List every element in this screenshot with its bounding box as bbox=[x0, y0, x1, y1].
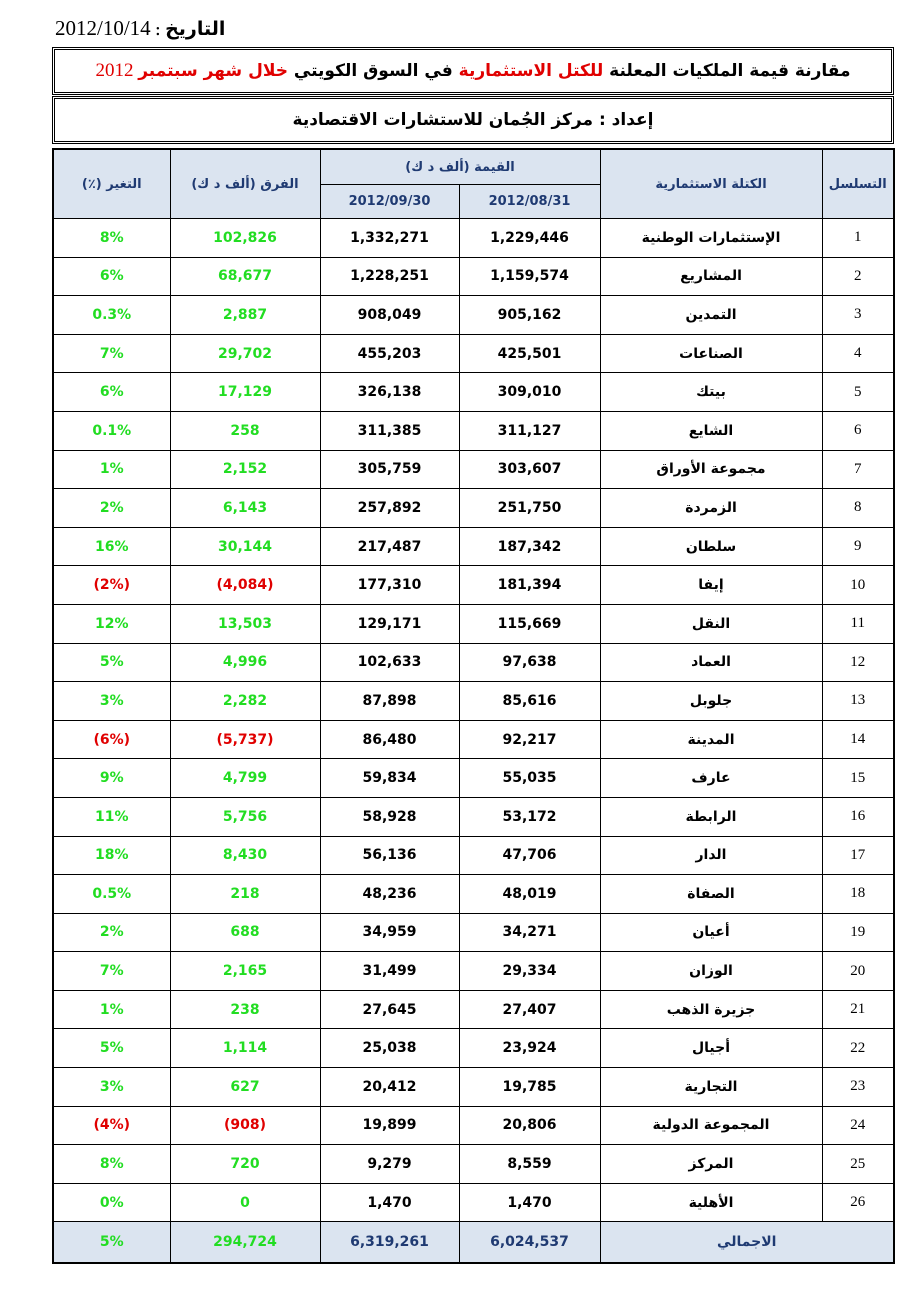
row-seq: 24 bbox=[822, 1106, 894, 1145]
row-diff: (5,737) bbox=[170, 720, 320, 759]
row-diff: 2,282 bbox=[170, 682, 320, 721]
subtitle-separator: : bbox=[593, 110, 612, 130]
row-seq: 25 bbox=[822, 1145, 894, 1184]
row-change: 0.3% bbox=[53, 296, 170, 335]
row-diff: 4,996 bbox=[170, 643, 320, 682]
report-subtitle bbox=[52, 96, 894, 144]
date-separator: : bbox=[154, 18, 162, 40]
title-part-5: 2012 bbox=[95, 60, 139, 81]
row-change: 11% bbox=[53, 797, 170, 836]
row-change: 0% bbox=[53, 1183, 170, 1222]
row-diff: 2,165 bbox=[170, 952, 320, 991]
row-value-sep: 34,959 bbox=[320, 913, 459, 952]
row-value-aug: 8,559 bbox=[459, 1145, 600, 1184]
row-value-aug: 48,019 bbox=[459, 875, 600, 914]
row-change: 18% bbox=[53, 836, 170, 875]
title-part-3: في السوق الكويتي bbox=[287, 61, 459, 81]
row-diff: 1,114 bbox=[170, 1029, 320, 1068]
table-row bbox=[53, 257, 894, 296]
row-value-aug: 55,035 bbox=[459, 759, 600, 798]
row-value-aug: 29,334 bbox=[459, 952, 600, 991]
row-value-aug: 309,010 bbox=[459, 373, 600, 412]
row-seq: 17 bbox=[822, 836, 894, 875]
row-diff: 218 bbox=[170, 875, 320, 914]
row-change: 16% bbox=[53, 527, 170, 566]
table-row bbox=[53, 373, 894, 412]
table-row bbox=[53, 604, 894, 643]
row-bloc-name: الأهلية bbox=[600, 1183, 822, 1222]
title-part-4: خلال شهر سبتمبر bbox=[138, 61, 288, 81]
row-value-sep: 87,898 bbox=[320, 682, 459, 721]
row-seq: 8 bbox=[822, 489, 894, 528]
row-seq: 6 bbox=[822, 411, 894, 450]
total-label: الاجمالي bbox=[600, 1222, 894, 1264]
total-row bbox=[53, 1222, 894, 1264]
row-value-sep: 1,332,271 bbox=[320, 219, 459, 258]
row-bloc-name: أعيان bbox=[600, 913, 822, 952]
table-row bbox=[53, 990, 894, 1029]
row-change: 7% bbox=[53, 334, 170, 373]
row-seq: 2 bbox=[822, 257, 894, 296]
row-diff: 2,887 bbox=[170, 296, 320, 335]
row-value-aug: 303,607 bbox=[459, 450, 600, 489]
title-part-1: مقارنة قيمة الملكيات المعلنة bbox=[603, 61, 851, 81]
row-bloc-name: المركز bbox=[600, 1145, 822, 1184]
row-change: (4%) bbox=[53, 1106, 170, 1145]
row-value-aug: 1,470 bbox=[459, 1183, 600, 1222]
table-row bbox=[53, 219, 894, 258]
total-diff: 294,724 bbox=[170, 1222, 320, 1264]
row-value-sep: 31,499 bbox=[320, 952, 459, 991]
row-change: 2% bbox=[53, 913, 170, 952]
row-value-aug: 1,159,574 bbox=[459, 257, 600, 296]
row-seq: 18 bbox=[822, 875, 894, 914]
table-row bbox=[53, 527, 894, 566]
row-bloc-name: المدينة bbox=[600, 720, 822, 759]
date-label: التاريخ bbox=[165, 18, 226, 40]
row-seq: 5 bbox=[822, 373, 894, 412]
row-seq: 26 bbox=[822, 1183, 894, 1222]
table-row bbox=[53, 875, 894, 914]
row-value-sep: 56,136 bbox=[320, 836, 459, 875]
row-change: 7% bbox=[53, 952, 170, 991]
report-date: 2012/10/14 bbox=[55, 16, 151, 40]
table-row bbox=[53, 720, 894, 759]
row-change: 12% bbox=[53, 604, 170, 643]
row-value-aug: 20,806 bbox=[459, 1106, 600, 1145]
row-bloc-name: النقل bbox=[600, 604, 822, 643]
row-value-sep: 311,385 bbox=[320, 411, 459, 450]
row-change: 3% bbox=[53, 682, 170, 721]
row-value-aug: 425,501 bbox=[459, 334, 600, 373]
row-diff: 238 bbox=[170, 990, 320, 1029]
table-row bbox=[53, 1183, 894, 1222]
table-row bbox=[53, 1068, 894, 1107]
row-value-aug: 19,785 bbox=[459, 1068, 600, 1107]
row-change: 0.5% bbox=[53, 875, 170, 914]
header-date-sep: 2012/09/30 bbox=[320, 185, 459, 219]
row-diff: 29,702 bbox=[170, 334, 320, 373]
row-change: (6%) bbox=[53, 720, 170, 759]
row-value-sep: 1,470 bbox=[320, 1183, 459, 1222]
row-seq: 7 bbox=[822, 450, 894, 489]
holdings-table bbox=[52, 148, 895, 1264]
row-value-sep: 48,236 bbox=[320, 875, 459, 914]
header-date-aug: 2012/08/31 bbox=[459, 185, 600, 219]
row-bloc-name: التجارية bbox=[600, 1068, 822, 1107]
table-row bbox=[53, 1145, 894, 1184]
row-change: 9% bbox=[53, 759, 170, 798]
row-value-aug: 251,750 bbox=[459, 489, 600, 528]
total-value-sep: 6,319,261 bbox=[320, 1222, 459, 1264]
subtitle-value: مركز الجُمان للاستشارات الاقتصادية bbox=[292, 110, 594, 130]
row-change: 5% bbox=[53, 1029, 170, 1068]
row-seq: 11 bbox=[822, 604, 894, 643]
row-value-sep: 9,279 bbox=[320, 1145, 459, 1184]
row-value-aug: 311,127 bbox=[459, 411, 600, 450]
row-seq: 19 bbox=[822, 913, 894, 952]
row-value-aug: 187,342 bbox=[459, 527, 600, 566]
row-bloc-name: العماد bbox=[600, 643, 822, 682]
title-part-2: للكتل الاستثمارية bbox=[458, 61, 604, 81]
row-value-aug: 97,638 bbox=[459, 643, 600, 682]
row-value-sep: 326,138 bbox=[320, 373, 459, 412]
row-diff: 4,799 bbox=[170, 759, 320, 798]
row-diff: 13,503 bbox=[170, 604, 320, 643]
header-seq: التسلسل bbox=[822, 149, 894, 219]
row-bloc-name: الدار bbox=[600, 836, 822, 875]
row-seq: 20 bbox=[822, 952, 894, 991]
total-change: 5% bbox=[53, 1222, 170, 1264]
date-line bbox=[55, 16, 225, 44]
table-row bbox=[53, 797, 894, 836]
row-value-sep: 257,892 bbox=[320, 489, 459, 528]
row-value-aug: 85,616 bbox=[459, 682, 600, 721]
row-bloc-name: التمدين bbox=[600, 296, 822, 335]
row-seq: 4 bbox=[822, 334, 894, 373]
row-diff: 6,143 bbox=[170, 489, 320, 528]
row-value-aug: 23,924 bbox=[459, 1029, 600, 1068]
row-change: (2%) bbox=[53, 566, 170, 605]
row-diff: 17,129 bbox=[170, 373, 320, 412]
row-bloc-name: عارف bbox=[600, 759, 822, 798]
row-change: 6% bbox=[53, 257, 170, 296]
row-bloc-name: سلطان bbox=[600, 527, 822, 566]
table-row bbox=[53, 643, 894, 682]
table-row bbox=[53, 450, 894, 489]
row-diff: 2,152 bbox=[170, 450, 320, 489]
row-bloc-name: الزمردة bbox=[600, 489, 822, 528]
row-value-sep: 86,480 bbox=[320, 720, 459, 759]
row-seq: 16 bbox=[822, 797, 894, 836]
row-change: 8% bbox=[53, 219, 170, 258]
row-value-sep: 27,645 bbox=[320, 990, 459, 1029]
subtitle-label: إعداد bbox=[611, 110, 654, 130]
row-diff: 0 bbox=[170, 1183, 320, 1222]
row-bloc-name: جزيرة الذهب bbox=[600, 990, 822, 1029]
row-diff: 258 bbox=[170, 411, 320, 450]
row-change: 1% bbox=[53, 990, 170, 1029]
row-change: 0.1% bbox=[53, 411, 170, 450]
row-change: 8% bbox=[53, 1145, 170, 1184]
table-row bbox=[53, 952, 894, 991]
row-value-sep: 908,049 bbox=[320, 296, 459, 335]
row-bloc-name: الإستثمارات الوطنية bbox=[600, 219, 822, 258]
row-value-aug: 47,706 bbox=[459, 836, 600, 875]
table-row bbox=[53, 411, 894, 450]
row-value-sep: 25,038 bbox=[320, 1029, 459, 1068]
row-bloc-name: أجيال bbox=[600, 1029, 822, 1068]
row-value-sep: 102,633 bbox=[320, 643, 459, 682]
row-change: 5% bbox=[53, 643, 170, 682]
table-row bbox=[53, 489, 894, 528]
total-value-aug: 6,024,537 bbox=[459, 1222, 600, 1264]
row-diff: 8,430 bbox=[170, 836, 320, 875]
row-value-sep: 59,834 bbox=[320, 759, 459, 798]
row-diff: (4,084) bbox=[170, 566, 320, 605]
report-title bbox=[52, 47, 894, 95]
header-bloc: الكتلة الاستثمارية bbox=[600, 149, 822, 219]
row-bloc-name: الصناعات bbox=[600, 334, 822, 373]
header-diff: الفرق (ألف د ك) bbox=[170, 149, 320, 219]
row-value-aug: 92,217 bbox=[459, 720, 600, 759]
row-value-sep: 177,310 bbox=[320, 566, 459, 605]
row-change: 1% bbox=[53, 450, 170, 489]
row-bloc-name: المشاريع bbox=[600, 257, 822, 296]
row-bloc-name: الصفاة bbox=[600, 875, 822, 914]
row-seq: 13 bbox=[822, 682, 894, 721]
table-row bbox=[53, 566, 894, 605]
row-seq: 15 bbox=[822, 759, 894, 798]
row-diff: (908) bbox=[170, 1106, 320, 1145]
row-bloc-name: الوزان bbox=[600, 952, 822, 991]
row-value-sep: 217,487 bbox=[320, 527, 459, 566]
table-row bbox=[53, 682, 894, 721]
table-body bbox=[53, 219, 894, 1264]
row-diff: 627 bbox=[170, 1068, 320, 1107]
row-seq: 12 bbox=[822, 643, 894, 682]
table-row bbox=[53, 836, 894, 875]
row-seq: 22 bbox=[822, 1029, 894, 1068]
row-seq: 1 bbox=[822, 219, 894, 258]
table-row bbox=[53, 1029, 894, 1068]
row-value-aug: 27,407 bbox=[459, 990, 600, 1029]
row-seq: 10 bbox=[822, 566, 894, 605]
row-bloc-name: إيفا bbox=[600, 566, 822, 605]
row-change: 3% bbox=[53, 1068, 170, 1107]
row-bloc-name: مجموعة الأوراق bbox=[600, 450, 822, 489]
row-value-aug: 34,271 bbox=[459, 913, 600, 952]
row-seq: 23 bbox=[822, 1068, 894, 1107]
row-value-sep: 58,928 bbox=[320, 797, 459, 836]
row-value-sep: 455,203 bbox=[320, 334, 459, 373]
row-value-sep: 20,412 bbox=[320, 1068, 459, 1107]
row-diff: 720 bbox=[170, 1145, 320, 1184]
row-diff: 68,677 bbox=[170, 257, 320, 296]
row-value-aug: 181,394 bbox=[459, 566, 600, 605]
table-row bbox=[53, 296, 894, 335]
table-row bbox=[53, 913, 894, 952]
table-row bbox=[53, 759, 894, 798]
row-value-aug: 1,229,446 bbox=[459, 219, 600, 258]
table-row bbox=[53, 334, 894, 373]
row-seq: 21 bbox=[822, 990, 894, 1029]
row-diff: 5,756 bbox=[170, 797, 320, 836]
row-seq: 9 bbox=[822, 527, 894, 566]
row-value-aug: 115,669 bbox=[459, 604, 600, 643]
row-diff: 30,144 bbox=[170, 527, 320, 566]
row-diff: 688 bbox=[170, 913, 320, 952]
row-value-aug: 905,162 bbox=[459, 296, 600, 335]
row-change: 2% bbox=[53, 489, 170, 528]
header-change: التغير (٪) bbox=[53, 149, 170, 219]
row-value-sep: 19,899 bbox=[320, 1106, 459, 1145]
row-value-sep: 129,171 bbox=[320, 604, 459, 643]
row-bloc-name: الرابطة bbox=[600, 797, 822, 836]
row-bloc-name: الشايع bbox=[600, 411, 822, 450]
row-value-sep: 1,228,251 bbox=[320, 257, 459, 296]
row-bloc-name: بيتك bbox=[600, 373, 822, 412]
row-diff: 102,826 bbox=[170, 219, 320, 258]
row-value-sep: 305,759 bbox=[320, 450, 459, 489]
row-change: 6% bbox=[53, 373, 170, 412]
row-bloc-name: المجموعة الدولية bbox=[600, 1106, 822, 1145]
header-value: القيمة (ألف د ك) bbox=[320, 149, 600, 185]
row-value-aug: 53,172 bbox=[459, 797, 600, 836]
table-row bbox=[53, 1106, 894, 1145]
row-seq: 3 bbox=[822, 296, 894, 335]
row-seq: 14 bbox=[822, 720, 894, 759]
row-bloc-name: جلوبل bbox=[600, 682, 822, 721]
